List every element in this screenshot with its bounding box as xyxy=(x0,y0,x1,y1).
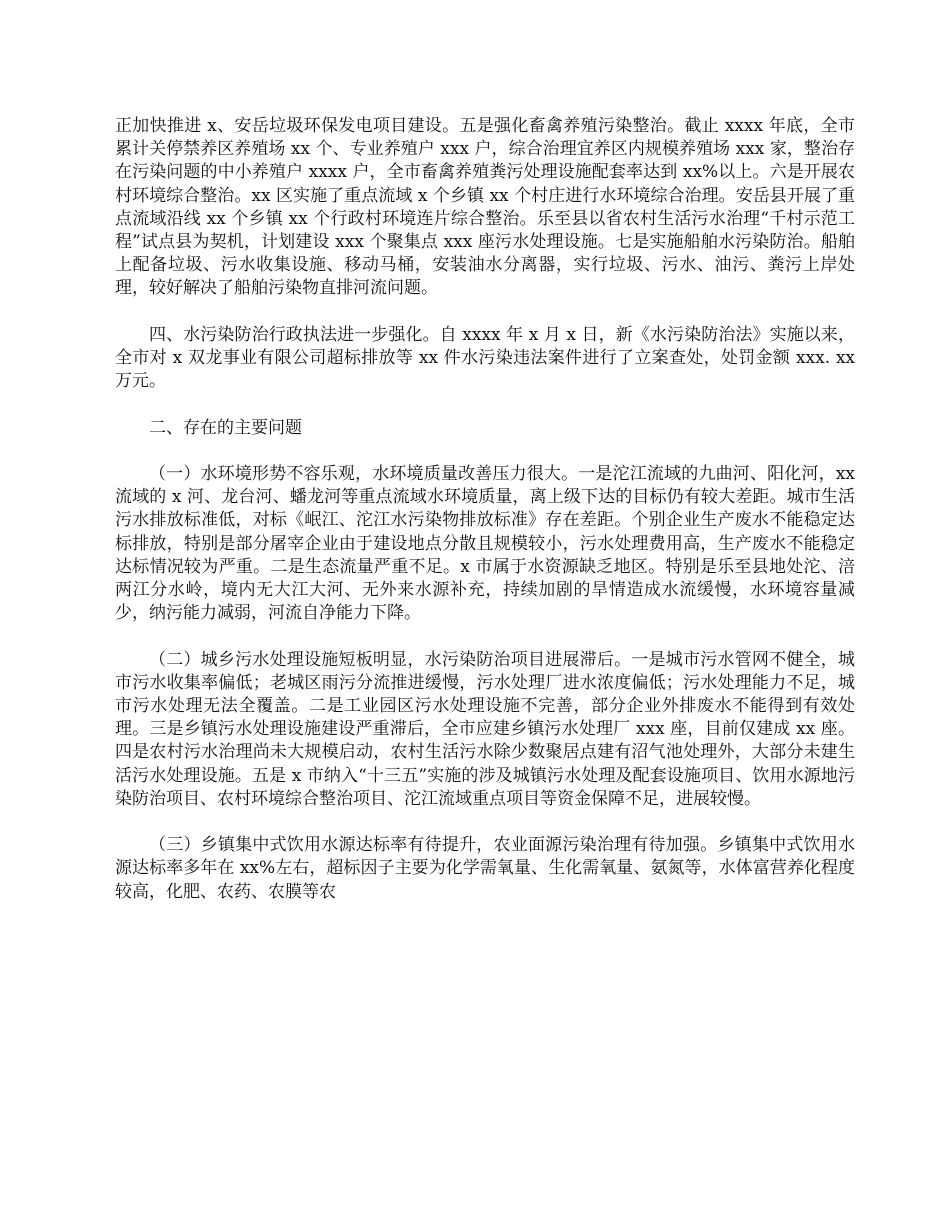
paragraph-problem-1: （一）水环境形势不容乐观，水环境质量改善压力很大。一是沱江流域的九曲河、阳化河，xx 流域的 x 河、龙台河、蟠龙河等重点流域水环境质量，离上级下达的目标仍有较大差距。城市生活污水排放标准低，对标《岷江、沱江水污染物排放标准》存在差距。个别企业生产废水不能稳定达标排放，特别是部分屠宰企业由于建设地点分散且规模较小，污水处理费用高，生产废水不能稳定达标情况较为严重。二是生态流量严重不足。x 市属于水资源缺乏地区。特别是乐至县地处沱、涪两江分水岭，境内无大江大河、无外来水源补充，持续加剧的旱情造成水流缓慢，水环境容量减少，纳污能力减弱，河流自净能力下降。 xyxy=(115,464,855,624)
paragraph-problem-2: （二）城乡污水处理设施短板明显，水污染防治项目进展滞后。一是城市污水管网不健全，城市污水收集率偏低；老城区雨污分流推进缓慢，污水处理厂进水浓度偏低；污水处理能力不足，城市污水处理无法全覆盖。二是工业园区污水处理设施不完善，部分企业外排废水不能得到有效处理。三是乡镇污水处理设施建设严重滞后，全市应建乡镇污水处理厂 xxx 座，目前仅建成 xx 座。四是农村污水治理尚未大规模启动，农村生活污水除少数聚居点建有沼气池处理外，大部分未建生活污水处理设施。五是 x 市纳入“十三五”实施的涉及城镇污水处理及配套设施项目、饮用水源地污染防治项目、农村环境综合整治项目、沱江流域重点项目等资金保障不足，进展较慢。 xyxy=(115,649,855,809)
document-page xyxy=(115,115,855,927)
paragraph-problem-3: （三）乡镇集中式饮用水源达标率有待提升，农业面源污染治理有待加强。乡镇集中式饮用水源达标率多年在 xx%左右，超标因子主要为化学需氧量、生化需氧量、氨氮等，水体富营养化程度较高，化肥、农药、农膜等农 xyxy=(115,835,855,902)
section-heading-main-problems: 二、存在的主要问题 xyxy=(149,417,302,438)
paragraph-livestock-rural-ship: 正加快推进 x、安岳垃圾环保发电项目建设。五是强化畜禽养殖污染整治。截止 xxxx 年底，全市累计关停禁养区养殖场 xx 个、专业养殖户 xxx 户，综合治理宜养区内规模养殖场 xxx 家，整治存在污染问题的中小养殖户 xxxx 户，全市畜禽养殖粪污处理设施配套率达到 xx%以上。六是开展农村环境综合整治。xx 区实施了重点流域 x 个乡镇 xx 个村庄进行水环境综合治理。安岳县开展了重点流域沿线 xx 个乡镇 xx 个行政村环境连片综合整治。乐至县以省农村生活污水治理“千村示范工程”试点县为契机，计划建设 xxx 个聚集点 xxx 座污水处理设施。七是实施船舶水污染防治。船舶上配备垃圾、污水收集设施、移动马桶，安装油水分离器，实行垃圾、污水、油污、粪污上岸处理，较好解决了船舶污染物直排河流问题。 xyxy=(115,116,855,299)
paragraph-law-enforcement: 四、水污染防治行政执法进一步强化。自 xxxx 年 x 月 x 日，新《水污染防治法》实施以来，全市对 x 双龙事业有限公司超标排放等 xx 件水污染违法案件进行了立案查处，处罚金额 xxx. xx 万元。 xyxy=(115,324,855,392)
